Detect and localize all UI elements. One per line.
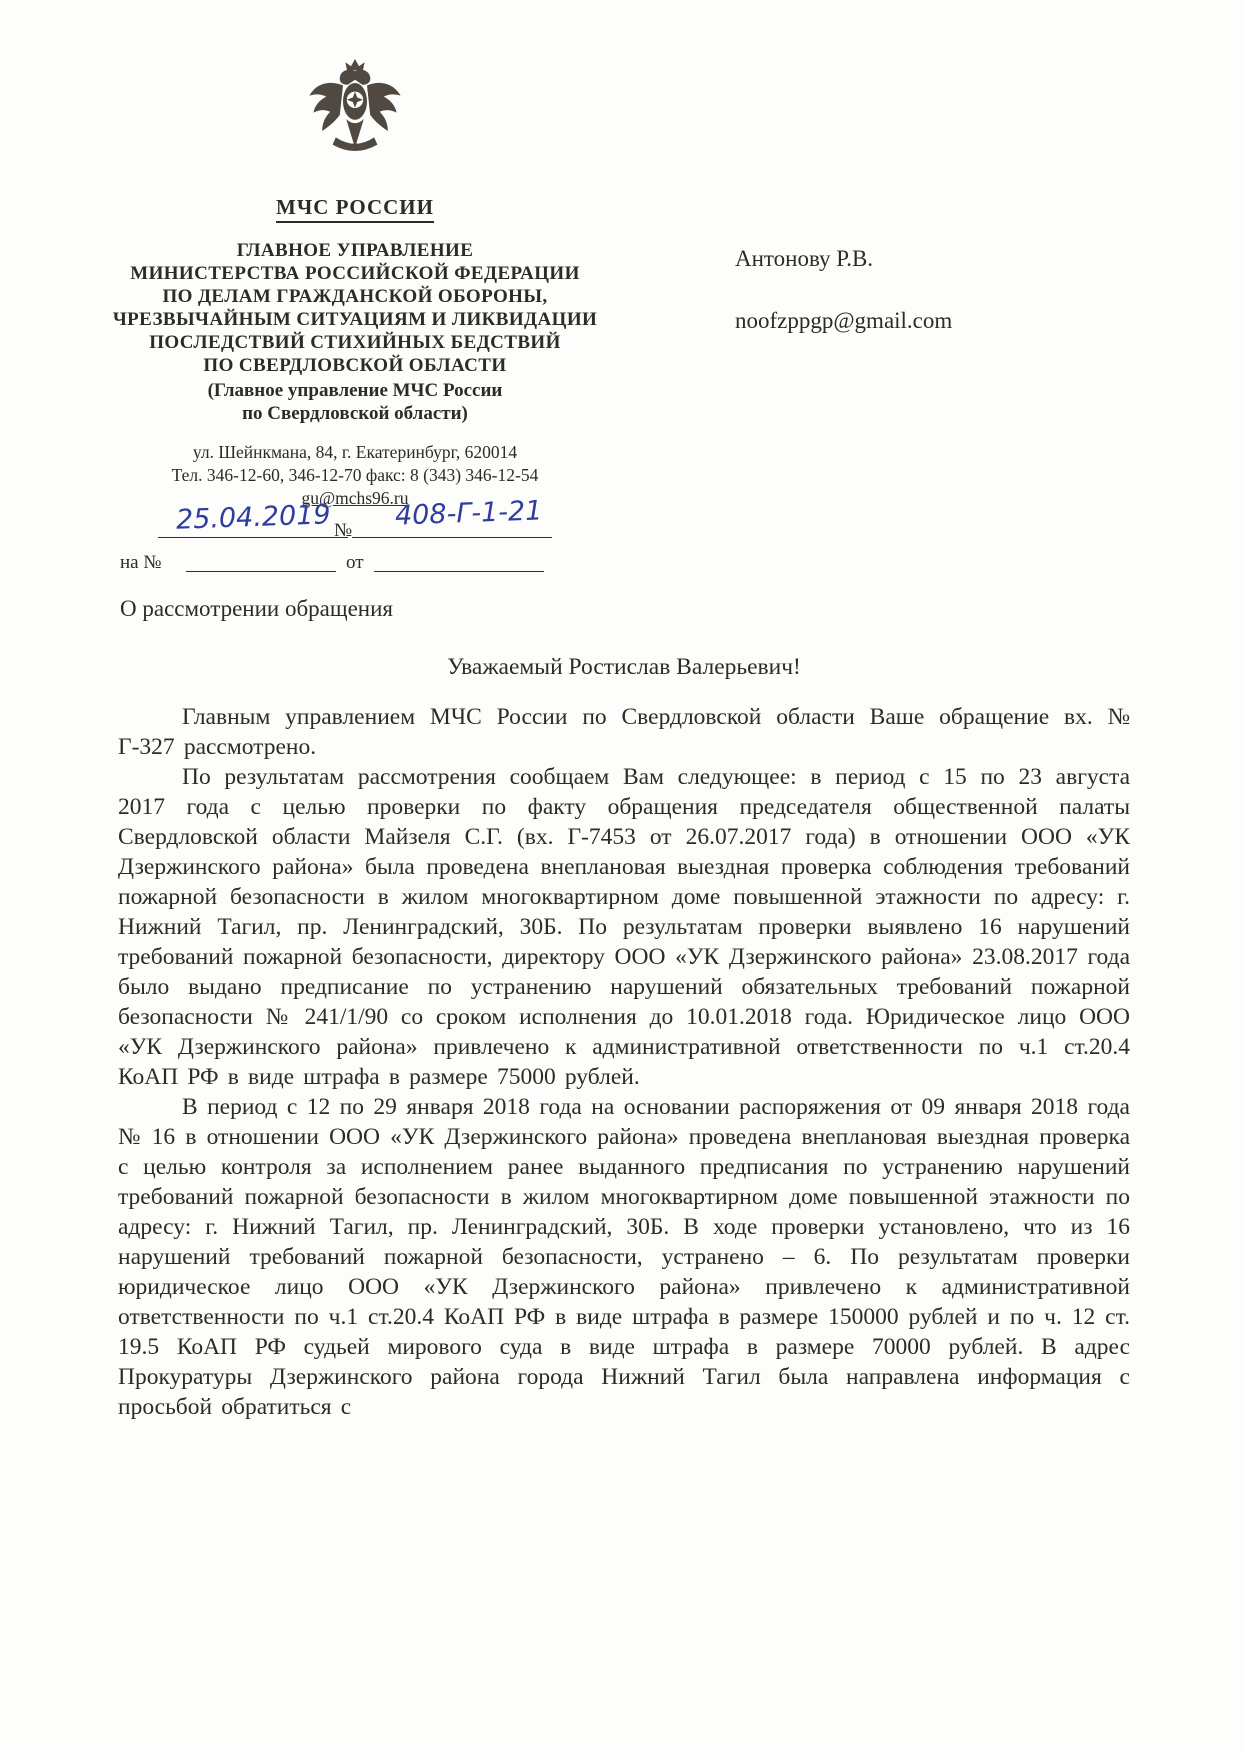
ministry-name: МЧС РОССИИ	[276, 195, 434, 223]
letter-body	[118, 702, 1130, 1422]
paragraph: Главным управлением МЧС России по Свердловской области Ваше обращение вх. № Г-327 рассмотрено.	[118, 704, 1130, 760]
org-name-block	[112, 239, 598, 377]
org-line: МИНИСТЕРСТВА РОССИЙСКОЙ ФЕДЕРАЦИИ	[130, 263, 580, 284]
org-short-line: (Главное управление МЧС России	[207, 380, 503, 401]
number-underline	[352, 536, 552, 538]
paragraph: В период с 12 по 29 января 2018 года на основании распоряжения от 09 января 2018 года № 16 в отношении ООО «УК Дзержинского района» проведена внеплановая выездная проверка с целью контроля за исполнением ранее выданного предписания по устранению нарушений требований пожарной безопасности в жилом многоквартирном доме повышенной этажности по адресу: г. Нижний Тагил, пр. Ленинградский, 30Б. В ходе проверки установлено, что из 16 нарушений требований пожарной безопасности, устранено – 6. По результатам проверки юридическое лицо ООО «УК Дзержинского района» привлечено к административной ответственности по ч.1 ст.20.4 КоАП РФ в виде штрафа в размере 150000 рублей и по ч. 12 ст. 19.5 КоАП РФ судьей мирового суда в виде штрафа в размере 70000 рублей. В адрес Прокуратуры Дзержинского района города Нижний Тагил была направлена информация с просьбой обратиться с	[118, 1094, 1130, 1420]
reference-line	[120, 548, 590, 582]
salutation: Уважаемый Ростислав Валерьевич!	[447, 654, 801, 680]
org-line: ГЛАВНОЕ УПРАВЛЕНИЕ	[236, 240, 474, 261]
addressee-name: Антонову Р.В.	[735, 246, 874, 271]
org-short-line: по Свердловской области)	[242, 403, 468, 424]
date-underline	[158, 536, 348, 538]
number-sign: №	[334, 520, 353, 541]
org-short-name-block	[112, 379, 598, 425]
ref-number-underline	[186, 570, 336, 572]
org-line: ПО СВЕРДЛОВСКОЙ ОБЛАСТИ	[203, 355, 507, 376]
addressee-block	[735, 246, 1135, 334]
handwritten-number: 408-Г-1-21	[394, 495, 543, 532]
addressee-email: noofzppgp@gmail.com	[735, 308, 953, 333]
mchs-eagle-emblem-icon	[112, 58, 598, 185]
org-email: gu@mchs96.ru	[301, 488, 409, 508]
phone-fax-line: Тел. 346-12-60, 346-12-70 факс: 8 (343) 346-12-54	[171, 465, 539, 485]
org-line: ПО ДЕЛАМ ГРАЖДАНСКОЙ ОБОРОНЫ,	[162, 286, 548, 307]
org-line: ЧРЕЗВЫЧАЙНЫМ СИТУАЦИЯМ И ЛИКВИДАЦИИ	[112, 309, 598, 330]
org-line: ПОСЛЕДСТВИЙ СТИХИЙНЫХ БЕДСТВИЙ	[149, 332, 561, 353]
ref-date-label: от	[346, 552, 364, 573]
paragraph: По результатам рассмотрения сообщаем Вам следующее: в период с 15 по 23 августа 2017 года с целью проверки по факту обращения председателя общественной палаты Свердловской области Майзеля С.Г. (вх. Г-7453 от 26.07.2017 года) в отношении ООО «УК Дзержинского района» была проведена внеплановая выездная проверка соблюдения требований пожарной безопасности в жилом многоквартирном доме повышенной этажности по адресу: г. Нижний Тагил, пр. Ленинградский, 30Б. По результатам проверки выявлено 16 нарушений требований пожарной безопасности, директору ООО «УК Дзержинского района» 23.08.2017 года было выдано предписание по устранению нарушений обязательных требований пожарной безопасности № 241/1/90 со сроком исполнения до 10.01.2018 года. Юридическое лицо ООО «УК Дзержинского района» привлечено к административной ответственности по ч.1 ст.20.4 КоАП РФ в виде штрафа в размере 75000 рублей.	[118, 764, 1130, 1090]
ref-number-label: на №	[120, 552, 162, 573]
ref-date-underline	[374, 570, 544, 572]
handwritten-date: 25.04.2019	[175, 499, 332, 536]
letterhead	[112, 58, 598, 510]
postal-address: ул. Шейнкмана, 84, г. Екатеринбург, 620014	[192, 442, 518, 462]
letter-subject: О рассмотрении обращения	[120, 596, 393, 621]
